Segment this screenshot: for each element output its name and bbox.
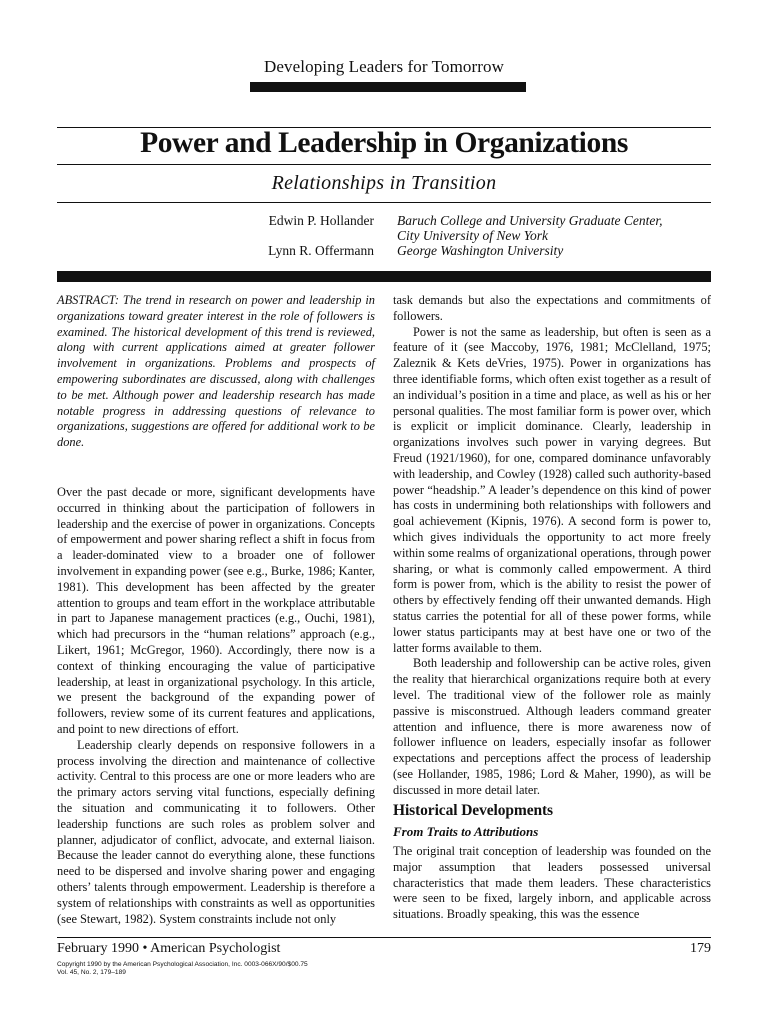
article-subtitle: Relationships in Transition <box>271 172 497 194</box>
section-heading: Historical Developments <box>393 801 553 819</box>
affiliation-line: George Washington University <box>397 243 564 258</box>
footer-rule <box>57 937 711 938</box>
series-title-bar <box>250 82 526 92</box>
body-paragraph: Over the past decade or more, significant developments have occurred in thinking about the participation of followers in leadership and the exercise of power in organizations. Concepts of empowerment and power sharing reflect a shift in focus from a leader-dominated view to a broader one of follower involvement in expanding power (see e.g., Burke, 1986; Kanter, 1981). This development has been affected by the greater attention to groups and team effort in the workplace attributable in part to Japanese management practices (e.g., Ouchi, 1981), which had precursors in the “human relations” approach (e.g., Likert, 1961; McGregor, 1960). Accordingly, there now is a context of thinking encouraging the value of participative leadership, at least in organizational psychology. In this article, we present the background of the expanding power of followers, review some of its current features and applications, and point to new directions of effort. <box>57 485 375 736</box>
header-divider-bar <box>57 271 711 282</box>
journal-citation: February 1990 • American Psychologist <box>57 941 281 956</box>
body-paragraph: The original trait conception of leadership was founded on the major assumption that leaders possessed universal characteristics that made them leaders. These characteristics were seen to be fixed, largely inborn, and applicable across situations. Broadly speaking, this was the essence <box>393 844 711 922</box>
title-bottom-rule <box>57 164 711 165</box>
body-column-left <box>57 485 375 927</box>
body-paragraph: Leadership clearly depends on responsive followers in a process involving the direction and maintenance of collective activity. Central to this process are one or more leaders who are the primary actors serving vital functions, especially defining the situation and communicating it to followers. Other leadership functions are such roles as problem solver and planner, adjudicator of conflict, advocate, and external liaison. Because the leader cannot do everything alone, these functions need to be dispersed and involve sharing power and engaging others’ talents through empowerment. Leadership is therefore a system of relationships with constraints as well as opportunities (see Stewart, 1982). System constraints include not only <box>57 737 375 926</box>
subtitle-rule <box>57 202 711 203</box>
series-title: Developing Leaders for Tomorrow <box>264 57 504 76</box>
author-name: Edwin P. Hollander <box>268 213 374 228</box>
affiliation-line: Baruch College and University Graduate Center, <box>397 213 663 228</box>
body-paragraph: Power is not the same as leadership, but often is seen as a feature of it (see Maccoby, 1976, 1981; McClelland, 1975; Zaleznik & Kets deVries, 1975). Power in organizations has three identifiable forms, which often exist together as a result of an individual’s position in a time and place, as well as his or her personal qualities. The most familiar form is power over, which is explicit or implicit dominance. Clearly, leadership in organizations involves such power in varying degrees. But Freud (1921/1960), for one, compared dominance unfavorably with leadership, and Cowley (1928) called such authority-based power “headship.” A leader’s dependence on this kind of power has costs in undermining both relationships with followers and goal achievement (Kipnis, 1976). A second form is power to, which gives individuals the opportunity to act more freely within some realms of organizational operations, through power sharing, or what is commonly called empowerment. A third form is power from, which is the ability to resist the power of others by effectively fending off their unwanted demands. High status carries the potential for all of these power forms, while lower status participants may at best have one or two of the latter forms available to them. <box>393 324 711 655</box>
body-paragraph: Both leadership and followership can be active roles, given the reality that hierarchical organizations require both at every level. The traditional view of the follower role as mainly passive is misconstrued. Although leaders command greater attention and influence, there is more awareness now of follower influence on leaders, especially insofar as follower expectations and perceptions affect the process of leadership (see Hollander, 1985, 1986; Lord & Maher, 1990), as will be discussed in more detail later. <box>393 656 711 797</box>
copyright-notice <box>57 961 308 977</box>
abstract-text: ABSTRACT: The trend in research on power and leadership in organizations toward greater interest in the role of followers is examined. The historical development of this trend is reviewed, along with current applications aimed at greater follower involvement in organizations. Problems and prospects of empowering subordinates are discussed, along with challenges to be met. Although power and leadership research has made notable progress in addressing questions of relevance to organizations, suggestions are offered for additional work to be done. <box>57 293 375 450</box>
article-title: Power and Leadership in Organizations <box>140 127 628 159</box>
subsection-heading: From Traits to Attributions <box>393 824 539 840</box>
author-affiliation <box>397 243 563 258</box>
abstract <box>57 293 375 451</box>
author-affiliation <box>397 213 662 243</box>
page-number: 179 <box>690 941 711 956</box>
body-paragraph: task demands but also the expectations and commitments of followers. <box>393 293 711 323</box>
copyright-line: Copyright 1990 by the American Psychological Association, Inc. 0003-066X/90/$00.75 <box>57 961 308 968</box>
affiliation-line: City University of New York <box>397 228 548 243</box>
body-column-right <box>393 293 711 923</box>
author-name: Lynn R. Offermann <box>268 243 374 258</box>
volume-line: Vol. 45, No. 2, 179–189 <box>57 969 126 976</box>
